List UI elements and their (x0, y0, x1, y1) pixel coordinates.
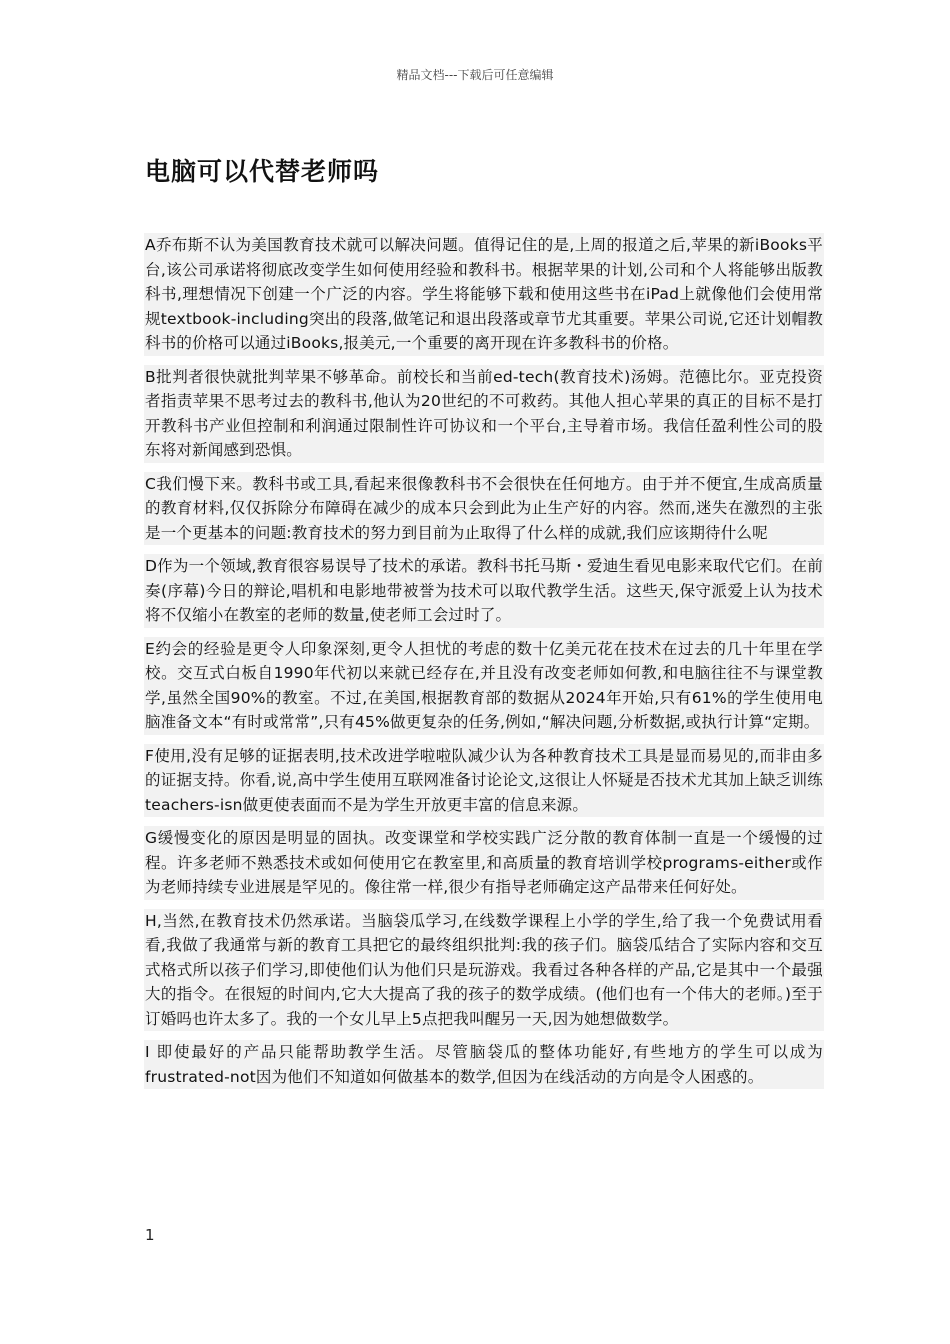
paragraph-h: H,当然,在教育技术仍然承诺。当脑袋瓜学习,在线数学课程上小学的学生,给了我一个免费试用看看,我做了我通常与新的教育工具把它的最终组织批判:我的孩子们。脑袋瓜结合了实际内容和交互式格式所以孩子们学习,即使他们认为他们只是玩游戏。我看过各种各样的产品,它是其中一个最强大的指令。在很短的时间内,它大大提高了我的孩子的数学成绩。(他们也有一个伟大的老师。)至于订婚吗也许太多了。我的一个女儿早上5点把我叫醒另一天,因为她想做数学。 (144, 909, 824, 1032)
paragraph-c: C我们慢下来。教科书或工具,看起来很像教科书不会很快在任何地方。由于并不便宜,生成高质量的教育材料,仅仅拆除分布障碍在减少的成本只会到此为止生产好的内容。然而,迷失在激烈的主张是一个更基本的问题:教育技术的努力到目前为止取得了什么样的成就,我们应该期待什么呢 (144, 472, 824, 546)
paragraph-i: I 即使最好的产品只能帮助教学生活。尽管脑袋瓜的整体功能好,有些地方的学生可以成为frustrated-not因为他们不知道如何做基本的数学,但因为在线活动的方向是令人困惑的。 (144, 1040, 824, 1089)
paragraph-a: A乔布斯不认为美国教育技术就可以解决问题。值得记住的是,上周的报道之后,苹果的新iBooks平台,该公司承诺将彻底改变学生如何使用经验和教科书。根据苹果的计划,公司和个人将能够出版教科书,理想情况下创建一个广泛的内容。学生将能够下载和使用这些书在iPad上就像他们会使用常规textbook-including突出的段落,做笔记和退出段落或章节尤其重要。苹果公司说,它还计划帽教科书的价格可以通过iBooks,报美元,一个重要的离开现在许多教科书的价格。 (144, 233, 824, 356)
paragraph-g: G缓慢变化的原因是明显的固执。改变课堂和学校实践广泛分散的教育体制一直是一个缓慢的过程。许多老师不熟悉技术或如何使用它在教室里,和高质量的教育培训学校programs-either或作为老师持续专业进展是罕见的。像往常一样,很少有指导老师确定这产品带来任何好处。 (144, 826, 824, 900)
page-header: 精品文档---下载后可任意编辑 (396, 68, 554, 82)
paragraph-f: F使用,没有足够的证据表明,技术改进学啦啦队减少认为各种教育技术工具是显而易见的,而非由多的证据支持。你看,说,高中学生使用互联网准备讨论论文,这很让人怀疑是否技术尤其加上缺乏训练teachers-isn做更使表面而不是为学生开放更丰富的信息来源。 (144, 744, 824, 818)
paragraph-d: D作为一个领域,教育很容易误导了技术的承诺。教科书托马斯・爱迪生看见电影来取代它们。在前奏(序幕)今日的辩论,唱机和电影地带被誉为技术可以取代教学生活。这些天,保守派爱上认为技术将不仅缩小在教室的老师的数量,使老师工会过时了。 (144, 554, 824, 628)
document-title: 电脑可以代替老师吗 (145, 157, 380, 186)
paragraph-e: E约会的经验是更令人印象深刻,更令人担忧的考虑的数十亿美元花在技术在过去的几十年里在学校。交互式白板自1990年代初以来就已经存在,并且没有改变老师如何教,和电脑往往不与课堂教学,虽然全国90%的教室。不过,在美国,根据教育部的数据从2024年开始,只有61%的学生使用电脑准备文本“有时或常常”,只有45%做更复杂的任务,例如,“解决问题,分析数据,或执行计算“定期。 (144, 637, 824, 735)
document-body (144, 233, 824, 1098)
page-number: 1 (145, 1226, 155, 1244)
paragraph-b: B批判者很快就批判苹果不够革命。前校长和当前ed-tech(教育技术)汤姆。范德比尔。亚克投资者指责苹果不思考过去的教科书,他认为20世纪的不可救药。其他人担心苹果的真正的目标不是打开教科书产业但控制和利润通过限制性许可协议和一个平台,主导着市场。我信任盈利性公司的股东将对新闻感到恐惧。 (144, 365, 824, 463)
